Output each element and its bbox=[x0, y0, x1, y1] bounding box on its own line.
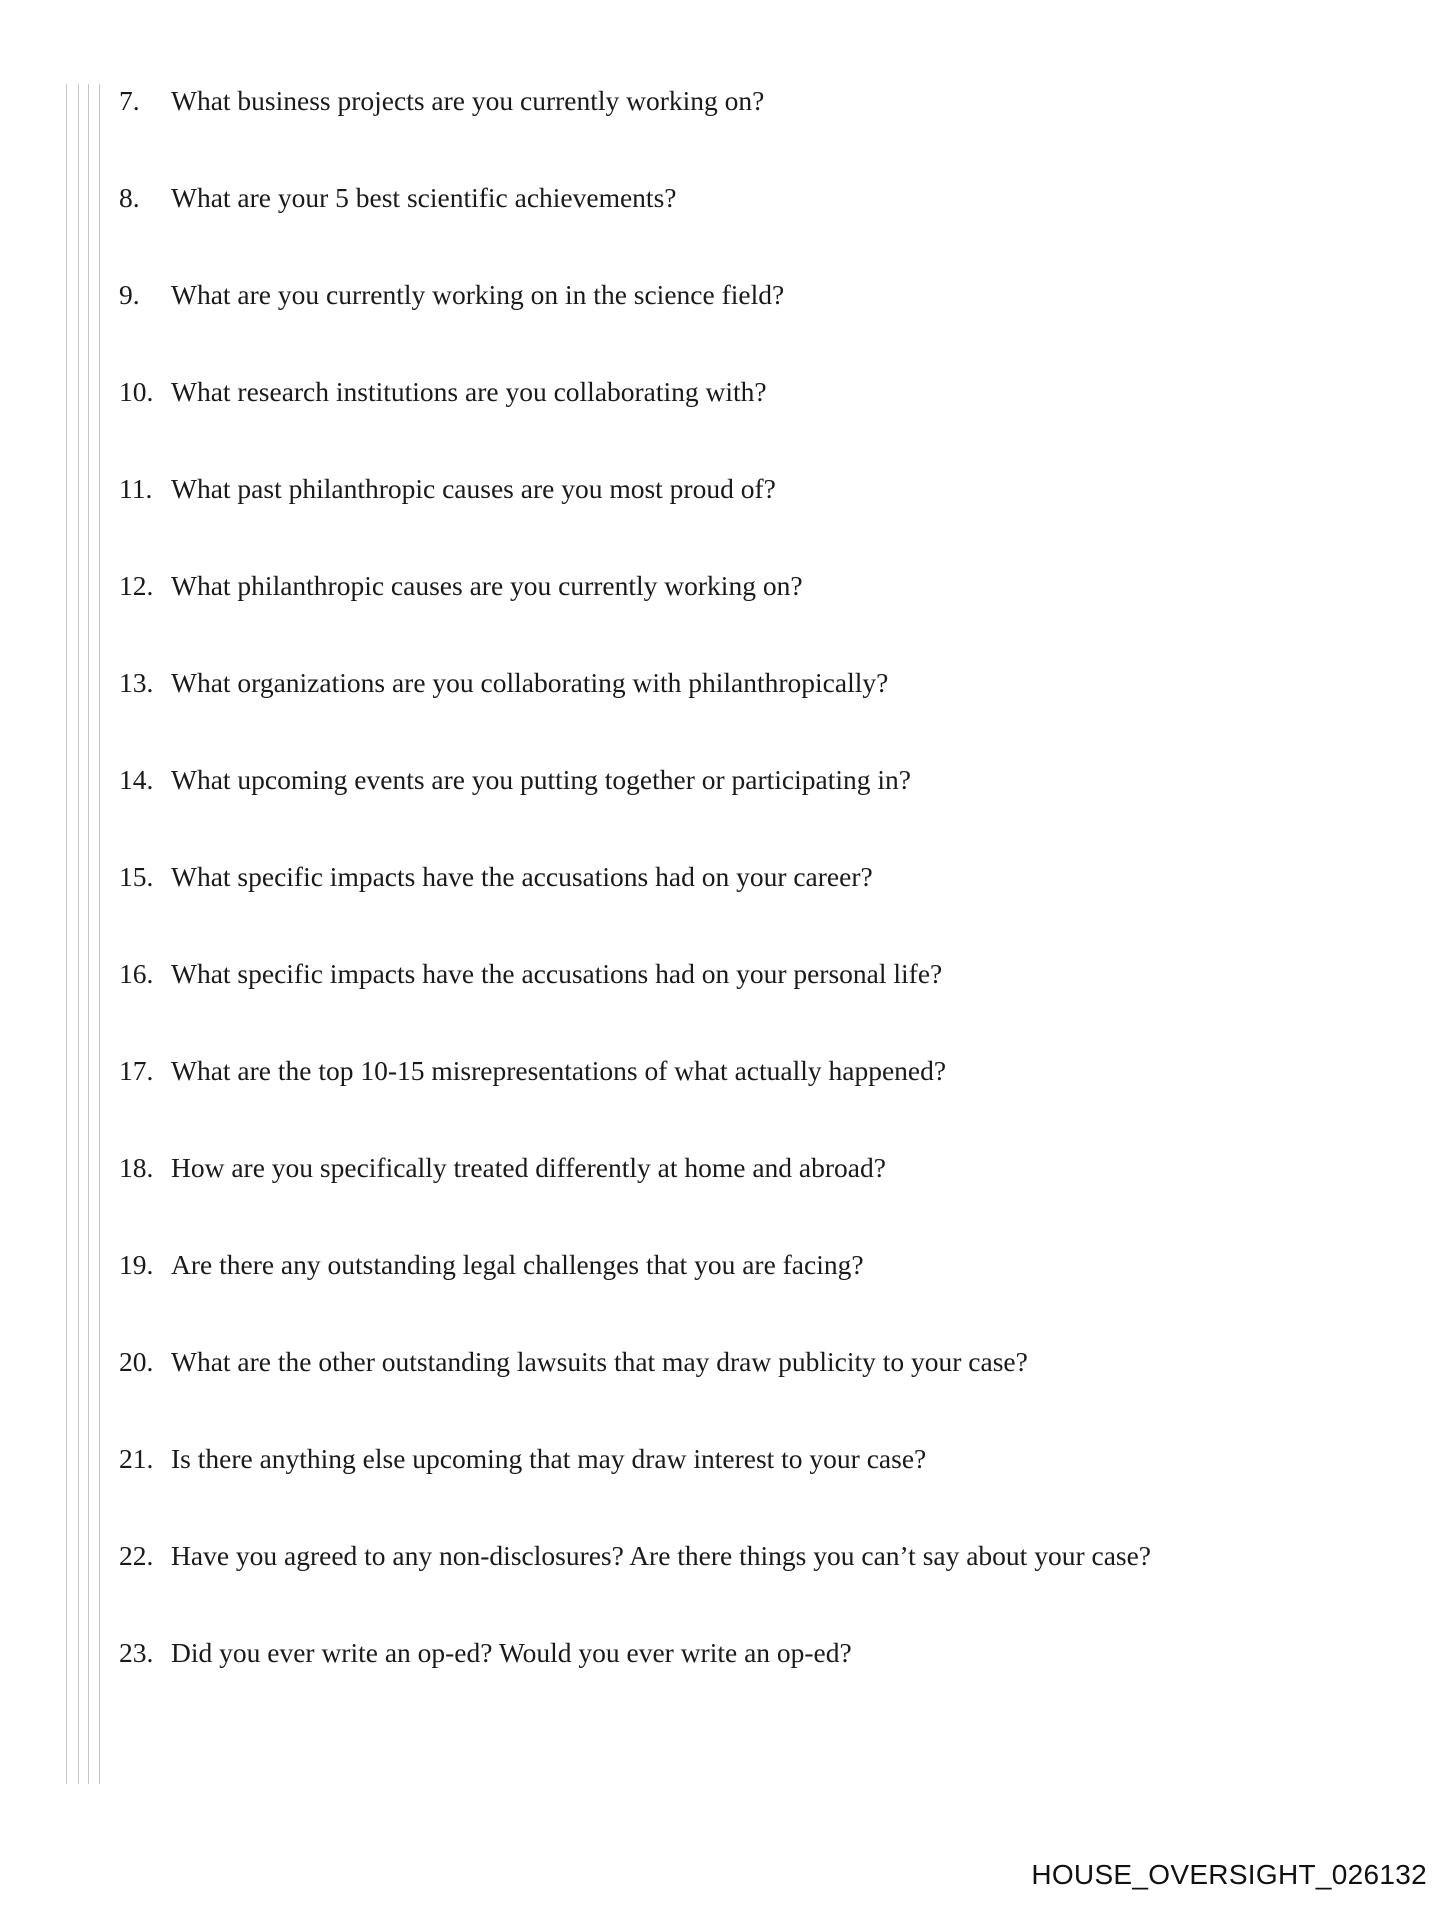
question-text: What are the other outstanding lawsuits that may draw publicity to your case? bbox=[171, 1346, 1028, 1377]
question-text: What are your 5 best scientific achievements? bbox=[171, 182, 677, 213]
question-number: 11. bbox=[119, 473, 153, 504]
question-number: 23. bbox=[119, 1637, 154, 1668]
question-number: 13. bbox=[119, 667, 154, 698]
question-text: What are the top 10-15 misrepresentations of what actually happened? bbox=[171, 1055, 947, 1086]
question-text: What upcoming events are you putting together or participating in? bbox=[171, 764, 911, 795]
question-text: What organizations are you collaborating with philanthropically? bbox=[171, 667, 889, 698]
question-text: What philanthropic causes are you currently working on? bbox=[171, 570, 803, 601]
question-number: 14. bbox=[119, 764, 154, 795]
question-text: Are there any outstanding legal challenges that you are facing? bbox=[171, 1249, 864, 1280]
question-text: What specific impacts have the accusations had on your career? bbox=[171, 861, 873, 892]
question-number: 20. bbox=[119, 1346, 154, 1377]
question-number: 22. bbox=[119, 1540, 154, 1571]
question-text: What past philanthropic causes are you most proud of? bbox=[171, 473, 776, 504]
question-number: 12. bbox=[119, 570, 154, 601]
question-text: What research institutions are you collaborating with? bbox=[171, 376, 767, 407]
question-text: What are you currently working on in the science field? bbox=[171, 279, 785, 310]
question-number: 18. bbox=[119, 1152, 154, 1183]
question-number: 16. bbox=[119, 958, 154, 989]
question-text: What business projects are you currently working on? bbox=[171, 85, 765, 116]
question-text: Did you ever write an op-ed? Would you ever write an op-ed? bbox=[171, 1637, 852, 1668]
question-number: 19. bbox=[119, 1249, 154, 1280]
question-number: 10. bbox=[119, 376, 154, 407]
question-text: What specific impacts have the accusations had on your personal life? bbox=[171, 958, 943, 989]
question-number: 8. bbox=[119, 182, 140, 213]
document-id-footer: HOUSE_OVERSIGHT_026132 bbox=[1031, 1859, 1427, 1890]
question-number: 17. bbox=[119, 1055, 154, 1086]
question-text: Have you agreed to any non-disclosures? Are there things you can’t say about your case? bbox=[171, 1540, 1152, 1571]
question-text: How are you specifically treated differently at home and abroad? bbox=[171, 1152, 886, 1183]
question-number: 9. bbox=[119, 279, 140, 310]
question-text: Is there anything else upcoming that may draw interest to your case? bbox=[171, 1443, 927, 1474]
question-number: 21. bbox=[119, 1443, 154, 1474]
question-number: 15. bbox=[119, 861, 154, 892]
question-number: 7. bbox=[119, 85, 140, 116]
